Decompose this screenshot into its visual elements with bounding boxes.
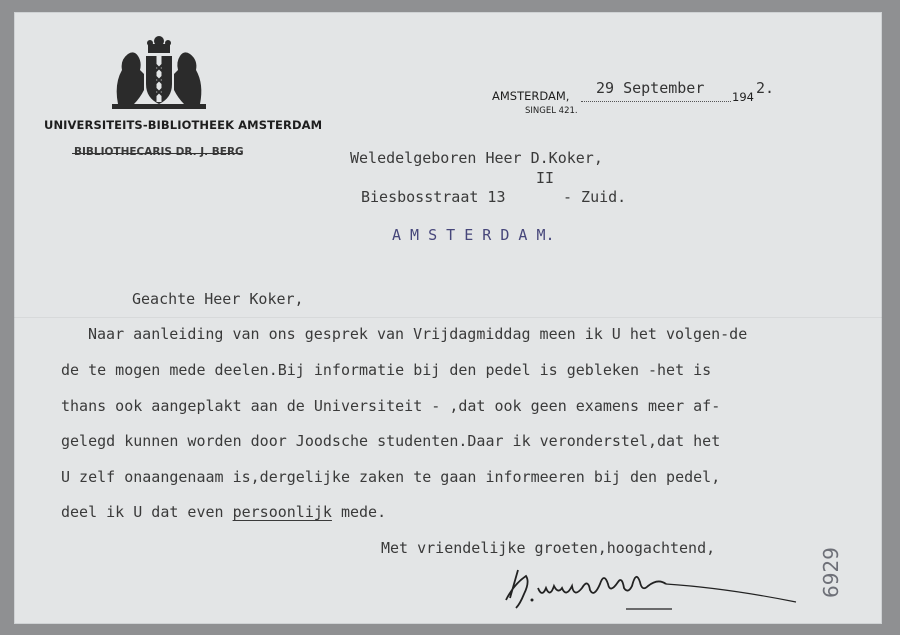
date-dotted-line: [581, 101, 731, 102]
salutation: Geachte Heer Koker,: [132, 290, 304, 308]
handwritten-signature: [496, 564, 806, 614]
strikethrough-line: [72, 153, 242, 154]
body-text: mede.: [331, 503, 387, 521]
recipient-floor: II: [536, 169, 555, 187]
body-line: gelegd kunnen worden door Joodsche studenten.Daar ik veronderstel,dat het: [61, 432, 721, 450]
archive-number: 6929: [819, 547, 843, 598]
amsterdam-coat-of-arms-icon: [104, 34, 214, 112]
body-line: Naar aanleiding van ons gesprek van Vrijdagmiddag meen ik U het volgen-de: [88, 325, 748, 343]
body-line: thans ook aangeplakt aan de Universiteit - ,dat ook geen examens meer af-: [61, 397, 721, 415]
library-name: UNIVERSITEITS-BIBLIOTHEEK AMSTERDAM: [44, 118, 323, 132]
body-line: de te mogen mede deelen.Bij informatie bij den pedel is gebleken -het is: [61, 361, 712, 379]
recipient-name: Weledelgeboren Heer D.Koker,: [350, 149, 603, 167]
librarian-name: BIBLIOTHECARIS DR. J. BERG: [74, 146, 244, 158]
letterhead-city: AMSTERDAM,: [492, 89, 570, 103]
body-text: deel ik U dat even: [61, 503, 233, 521]
letter-date: 29 September: [596, 79, 705, 97]
recipient-district: - Zuid.: [563, 188, 627, 206]
closing: Met vriendelijke groeten,hoogachtend,: [381, 539, 716, 557]
letterhead-address: SINGEL 421.: [525, 106, 578, 116]
pencil-annotation: [819, 532, 864, 602]
fold-line: [14, 317, 882, 318]
year-suffix: 2.: [756, 79, 775, 97]
letter-sheet: [14, 12, 882, 624]
year-prefix: 194: [732, 90, 754, 104]
underlined-word: persoonlijk: [232, 503, 332, 521]
recipient-street: Biesbosstraat 13: [361, 188, 506, 206]
body-line: U zelf onaangenaam is,dergelijke zaken te gaan informeeren bij den pedel,: [61, 468, 721, 486]
body-last-line: [61, 503, 386, 521]
recipient-city: A M S T E R D A M.: [392, 226, 555, 244]
